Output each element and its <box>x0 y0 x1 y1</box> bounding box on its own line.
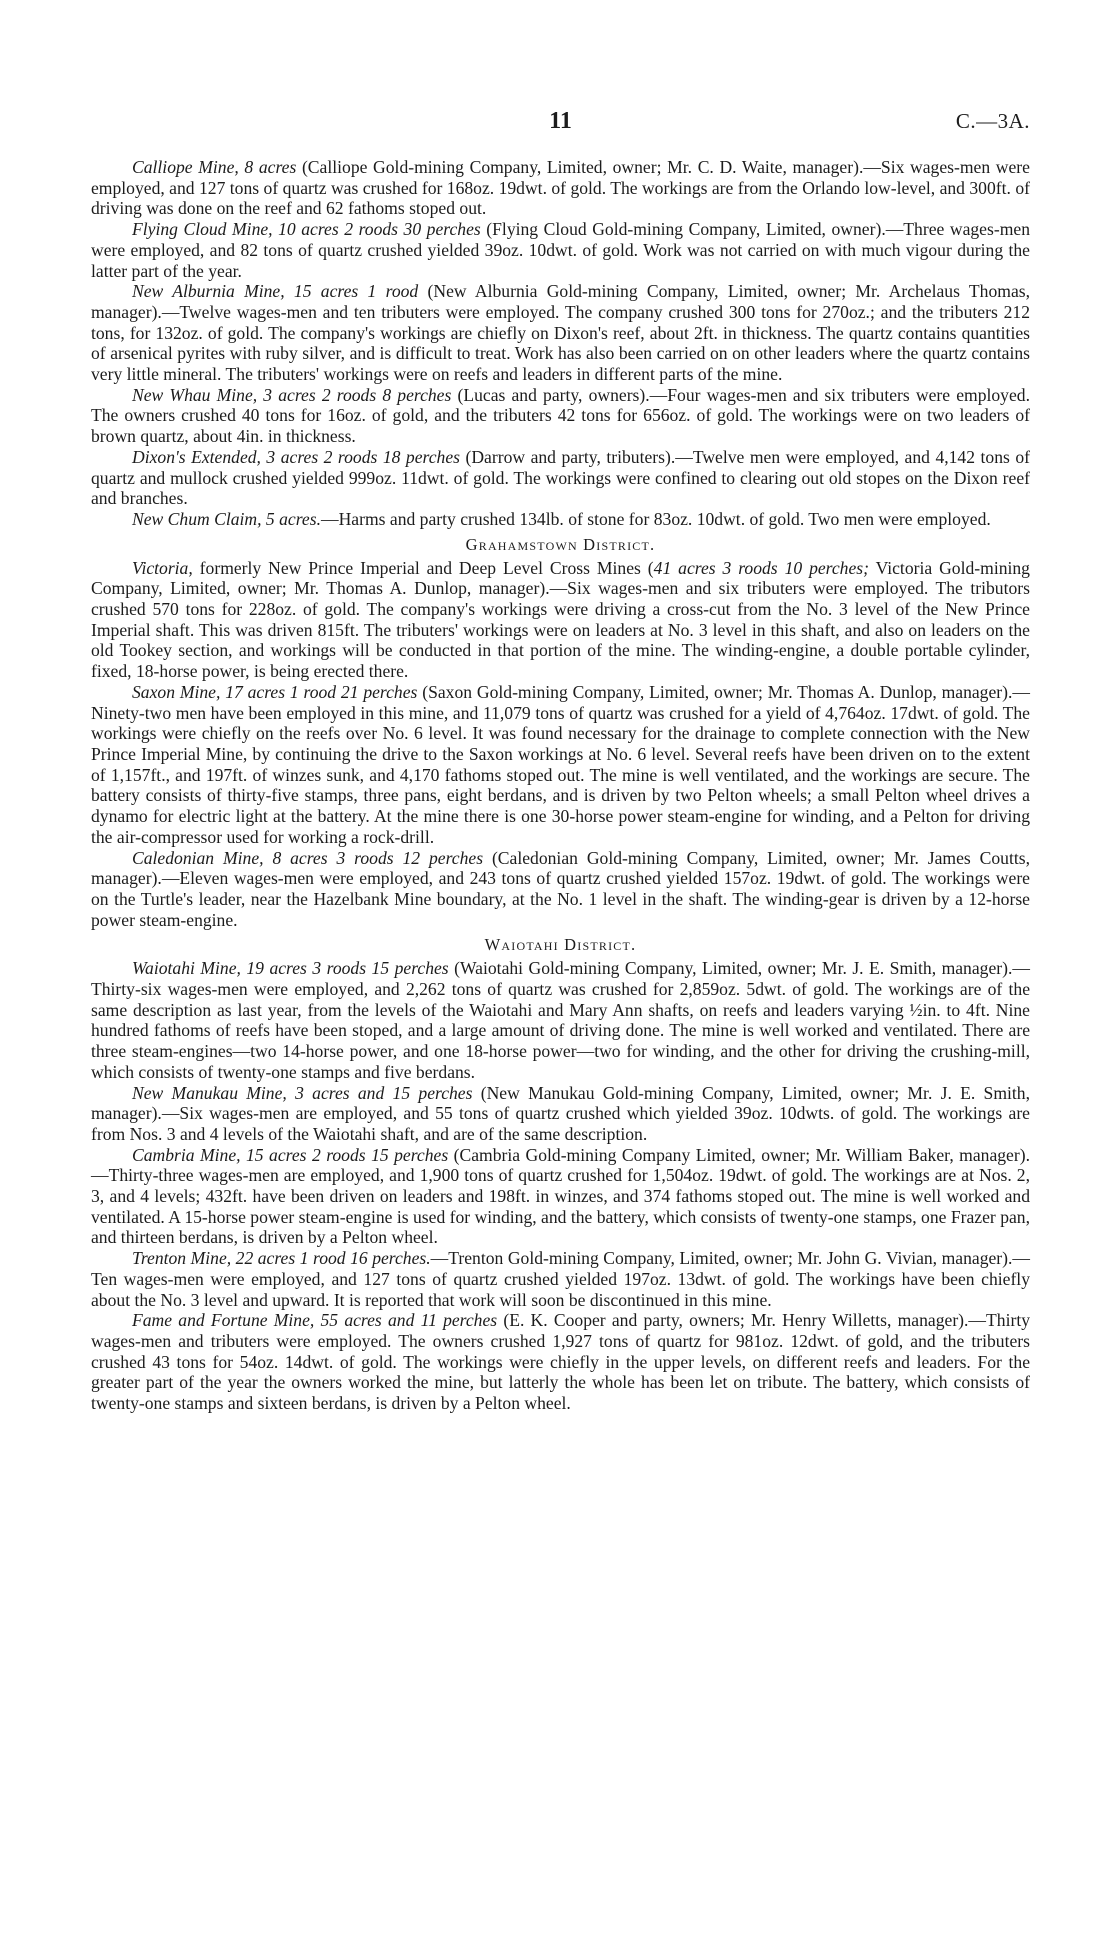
mine-entry-fame-and-fortune <box>91 1310 1030 1414</box>
mine-title: New Manukau Mine, 3 acres and 15 perches <box>132 1082 473 1103</box>
page-header <box>91 108 1030 148</box>
mine-description: (Waiotahi Gold-mining Company, Limited, owner; Mr. J. E. Smith, manager).—Thirty-six wages-men were employed, and 2,262 tons of quartz was crushed for 2,859oz. 5dwt. of gold. The workings are of the same description as last year, from the levels of the Waiotahi and Mary Ann shafts, on reefs and leaders varying ½in. to 4ft. Nine hundred fathoms of reefs have been stoped, and a large amount of driving done. The mine is well worked and ventilated. There are three steam-engines—two 14-horse power, and one 18-horse power—two for winding, and the other for driving the crushing-mill, which consists of twenty-one stamps and five berdans. <box>91 958 1030 1082</box>
mine-area: 41 acres 3 roods 10 perches; <box>653 557 869 578</box>
mine-description: —Trenton Gold-mining Company, Limited, owner; Mr. John G. Vivian, manager).—Ten wages-men were employed, and 127 tons of quartz crushed yielded 197oz. 13dwt. of gold. The workings have been chiefly about the No. 3 level and upward. It is reported that work will soon be discontinued in this mine. <box>91 1248 1031 1310</box>
mine-entry-cambria <box>91 1145 1030 1249</box>
mine-description: (New Manukau Gold-mining Company, Limited, owner; Mr. J. E. Smith, manager).—Six wages-men are employed, and 55 tons of quartz crushed which yielded 39oz. 10dwts. of gold. The workings are from Nos. 3 and 4 levels of the Waiotahi shaft, and are of the same description. <box>91 1082 1030 1144</box>
mine-description: (Calliope Gold-mining Company, Limited, owner; Mr. C. D. Waite, manager).—Six wages-men were employed, and 127 tons of quartz was crushed for 168oz. 19dwt. of gold. The workings are from the Orlando low-level, and 300ft. of driving was done on the reef and 62 fathoms stoped out. <box>91 157 1030 219</box>
mine-entry-dixons-extended <box>91 447 1030 509</box>
mine-entry-calliope <box>91 157 1030 219</box>
mine-entry-new-manukau <box>91 1083 1030 1145</box>
mine-description: (Lucas and party, owners).—Four wages-men and six tributers were employed. The owners crushed 40 tons for 16oz. of gold, and the tributers 42 tons for 656oz. of gold. The workings were on two leaders of brown quartz, about 4in. in thickness. <box>91 384 1030 447</box>
mine-description-continued: Victoria Gold-mining Company, Limited, owner; Mr. Thomas A. Dunlop, manager).—Six wages-men and six tributers were employed. The tributors crushed 570 tons for 228oz. of gold. The company's workings were driving a cross-cut from the No. 3 level of the New Prince Imperial shaft. This was driven 815ft. The tributers' workings were on leaders at No. 3 level in this shaft, and also on leaders on the old Tookey section, and workings will be conducted in that portion of the mine. The winding-engine, a double portable cylinder, fixed, 18-horse power, is being erected there. <box>91 557 1030 682</box>
mine-title: Waiotahi Mine, 19 acres 3 roods 15 perches <box>132 958 449 979</box>
mine-description: (Cambria Gold-mining Company Limited, owner; Mr. William Baker, manager).—Thirty-three wages-men are employed, and 1,900 tons of quartz crushed for 1,504oz. 19dwt. of gold. The workings are at Nos. 2, 3, and 4 levels; 432ft. have been driven on leaders and 198ft. in winzes, and 374 fathoms stoped out. The mine is well worked and ventilated. A 15-horse power steam-engine is used for winding, and the battery, which consists of twenty-one stamps, one Frazer pan, and thirteen berdans, is driven by a Pelton wheel. <box>91 1144 1030 1248</box>
mine-entry-victoria <box>91 558 1030 682</box>
mine-description: (New Alburnia Gold-mining Company, Limited, owner; Mr. Archelaus Thomas, manager).—Twelve wages-men and ten tributers were employed. The company crushed 300 tons for 270oz.; and the tributers 212 tons, for 132oz. of gold. The company's workings are chiefly on Dixon's reef, about 2ft. in thickness. The quartz contains quantities of arsenical pyrites with ruby silver, and is difficult to treat. Work has also been carried on on other leaders where the quartz contains very little mineral. The tributers' workings were on reefs and leaders in different parts of the mine. <box>91 281 1030 385</box>
mine-description: (Flying Cloud Gold-mining Company, Limited, owner).—Three wages-men were employed, and 82 tons of quartz crushed yielded 39oz. 10dwt. of gold. Work was not carried on with much vigour during the latter part of the year. <box>91 219 1030 281</box>
mine-entry-new-alburnia <box>91 281 1030 385</box>
mine-entry-caledonian <box>91 848 1030 931</box>
mine-title: Cambria Mine, 15 acres 2 roods 15 perches <box>132 1144 449 1165</box>
mine-title: New Chum Claim, 5 acres. <box>132 508 321 529</box>
mine-description: (Darrow and party, tributers).—Twelve men were employed, and 4,142 tons of quartz and mullock crushed yielded 999oz. 11dwt. of gold. The workings were confined to clearing out old stopes on the Dixon reef and branches. <box>91 446 1030 509</box>
mine-title: New Whau Mine, 3 acres 2 roods 8 perches <box>132 384 452 405</box>
mine-entry-new-whau <box>91 385 1030 447</box>
document-page <box>91 108 1030 1414</box>
mine-description: —Harms and party crushed 134lb. of stone for 83oz. 10dwt. of gold. Two men were employed. <box>320 508 991 529</box>
mine-description: (E. K. Cooper and party, owners; Mr. Henry Willetts, manager).—Thirty wages-men and tributers were employed. The owners crushed 1,927 tons of quartz for 981oz. 12dwt. of gold, and the tributers crushed 43 tons for 54oz. 14dwt. of gold. The workings were chiefly in the upper levels, on different reefs and leaders. For the greater part of the year the owners worked the mine, but latterly the whole has been let on tribute. The battery, which consists of twenty-one stamps and sixteen berdans, is driven by a Pelton wheel. <box>91 1310 1031 1414</box>
mine-description: formerly New Prince Imperial and Deep Level Cross Mines ( <box>192 557 654 578</box>
mine-description: (Caledonian Gold-mining Company, Limited, owner; Mr. James Coutts, manager).—Eleven wages-men were employed, and 243 tons of quartz crushed yielded 157oz. 19dwt. of gold. The workings were on the Turtle's leader, near the Hazelbank Mine boundary, at the No. 1 level in the shaft. The winding-gear is driven by a 12-horse power steam-engine. <box>91 847 1030 930</box>
mine-entry-flying-cloud <box>91 219 1030 281</box>
mine-title: Fame and Fortune Mine, 55 acres and 11 perches <box>132 1310 498 1331</box>
mine-title: Caledonian Mine, 8 acres 3 roods 12 perches <box>132 847 484 868</box>
page-number: 11 <box>549 108 572 134</box>
mine-title: Saxon Mine, 17 acres 1 rood 21 perches <box>132 681 418 702</box>
mine-entry-new-chum <box>91 509 1030 530</box>
mine-description: (Saxon Gold-mining Company, Limited, owner; Mr. Thomas A. Dunlop, manager).—Ninety-two men have been employed in this mine, and 11,079 tons of quartz was crushed for a yield of 4,764oz. 17dwt. of gold. The workings were chiefly on the reefs over No. 6 level. It was found necessary for the drainage to complete connection with the New Prince Imperial Mine, by continuing the drive to the Saxon workings at No. 6 level. Several reefs have been driven on to the extent of 1,157ft., and 197ft. of winzes sunk, and 4,170 fathoms stoped out. The mine is well ventilated, and the workings are secure. The battery consists of thirty-five stamps, three pans, eight berdans, and is driven by two Pelton wheels; a small Pelton wheel drives a dynamo for electric light at the battery. At the mine there is one 30-horse power steam-engine for winding, and a Pelton for driving the air-compressor used for working a rock-drill. <box>91 681 1031 847</box>
mine-title: New Alburnia Mine, 15 acres 1 rood <box>132 281 419 302</box>
mine-title: Victoria, <box>132 557 193 578</box>
mine-entry-saxon <box>91 682 1030 848</box>
mine-title: Flying Cloud Mine, 10 acres 2 roods 30 perches <box>132 219 481 240</box>
mine-title: Dixon's Extended, 3 acres 2 roods 18 perches <box>132 446 460 467</box>
district-heading-grahamstown: Grahamstown District. <box>465 534 656 554</box>
district-heading-waiotahi: Waiotahi District. <box>484 935 637 955</box>
mine-entry-trenton <box>91 1248 1030 1310</box>
mine-entry-waiotahi <box>91 958 1030 1082</box>
mine-title: Trenton Mine, 22 acres 1 rood 16 perches. <box>132 1248 431 1269</box>
page-reference: C.—3A. <box>955 109 1030 133</box>
report-body <box>91 157 1030 1414</box>
mine-title: Calliope Mine, 8 acres <box>132 157 297 177</box>
